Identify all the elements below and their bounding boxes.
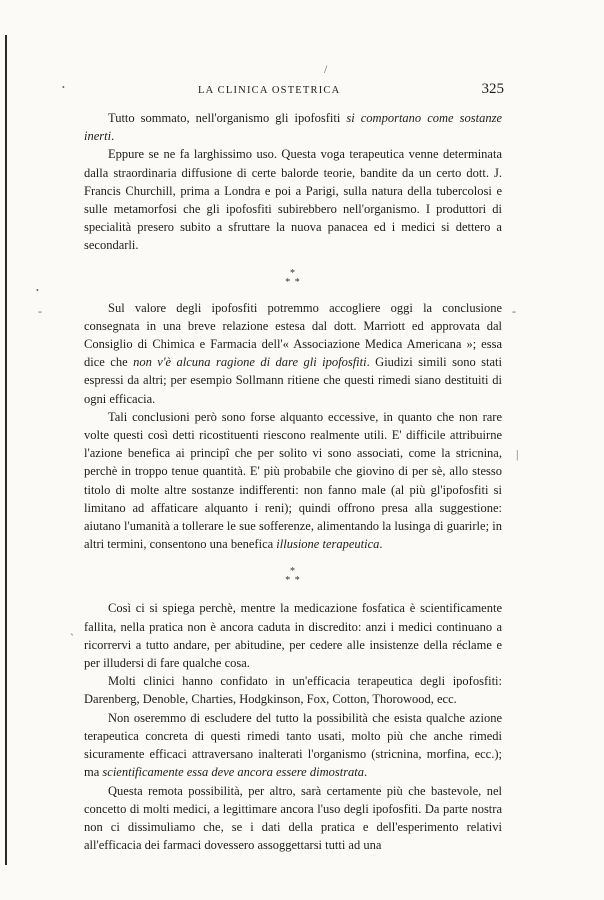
section-separator: * * * — [285, 267, 301, 288]
paragraph: Tutto sommato, nell'organismo gli ipofosfiti si comportano come sostanze inerti. — [84, 111, 502, 144]
scan-mark: - — [38, 304, 42, 318]
scan-mark: ` — [70, 631, 74, 645]
paragraph: Eppure se ne fa larghissimo uso. Questa voga terapeutica venne determinata dalla straordinaria diffusione di certe balorde teorie, bandite da un certo dott. J. Francis Churchill, prima a Londra e poi a Parigi, sulla natura della tubercolosi e sulle metamorfosi che gli ipofosfiti subirebbero nell'organismo. I produttori di specialità presero subito a sfruttare la nuova panacea ed i medici si dettero a secondarli. — [84, 147, 502, 253]
paragraph: Sul valore degli ipofosfiti potremmo accogliere oggi la conclusione consegnata in una breve relazione estesa dal dott. Marriott ed approvata dal Consiglio di Chimica e Farmacia dell'« Associazione Medica Americana »; essa dice che non v'è alcuna ragione di dare gli ipofosfiti. Giudizi simili sono stati espressi da altri; per esempio Sollmann ritiene che questi rimedi siano destituiti di ogni efficacia. — [84, 300, 502, 406]
scan-mark: • — [62, 83, 65, 92]
article-body — [84, 109, 502, 854]
paragraph: Non oseremmo di escludere del tutto la possibilità che esista qualche azione terapeutica concreta di questi rimedi tanto usati, molto più che anche rimedi sicuramente efficaci attraversano inalterati l'organismo (stricnina, morfina, ecc.); ma scientificamente essa deve ancora essere dimostrata. — [84, 710, 502, 780]
paragraph: Questa remota possibilità, per altro, sarà certamente più che bastevole, nel concetto di molti medici, a legittimare ancora l'uso degli ipofosfiti. Da parte nostra non ci dissimuliamo che, se i dati della pratica e dell'esperimento relativi all'efficacia dei farmaci dovessero assoggettarsi tutti ad una — [84, 783, 502, 853]
paragraph: Molti clinici hanno confidato in un'efficacia terapeutica degli ipofosfiti: Darenberg, Denoble, Charties, Hodgkinson, Fox, Cotton, Thorowood, ecc. — [84, 674, 502, 707]
scan-mark: / — [324, 62, 328, 76]
page-header — [58, 81, 504, 103]
running-title: LA CLINICA OSTETRICA — [198, 85, 341, 96]
paragraph: Tali conclusioni però sono forse alquanto eccessive, in quanto che non rare volte questi così detti ricostituenti riescono realmente utili. E' difficile attribuirne l'azione benefica ai principî che per solito vi sono associati, come la stricnina, perchè in troppo tenue quantità. E' più probabile che giovino di per sè, allo stesso titolo di molte altre sostanze indifferenti: non fanno male (al più gl'ipofosfiti si limitano ad affaticare alquanto i reni); quindi offrono presa alla suggestione: aiutano l'umanità a tollerare le sue sofferenze, alimentando la lusinga di guarirle; in altri termini, consentono una benefica illusione terapeutica. — [84, 409, 502, 552]
scan-mark: - — [512, 304, 516, 318]
page-number: 325 — [481, 81, 504, 97]
section-separator: * * * — [285, 566, 301, 587]
paragraph: Così ci si spiega perchè, mentre la medicazione fosfatica è scientificamente fallita, nella pratica non è ancora caduta in discredito: anzi i medici continuano a ricorrervi a tutto andare, per abitudine, per cedere alle insistenze della réclame e per illudersi di fare qualche cosa. — [84, 601, 502, 671]
page-binding-edge — [5, 35, 7, 865]
scan-mark: • — [36, 286, 39, 295]
scan-mark: | — [516, 447, 519, 461]
